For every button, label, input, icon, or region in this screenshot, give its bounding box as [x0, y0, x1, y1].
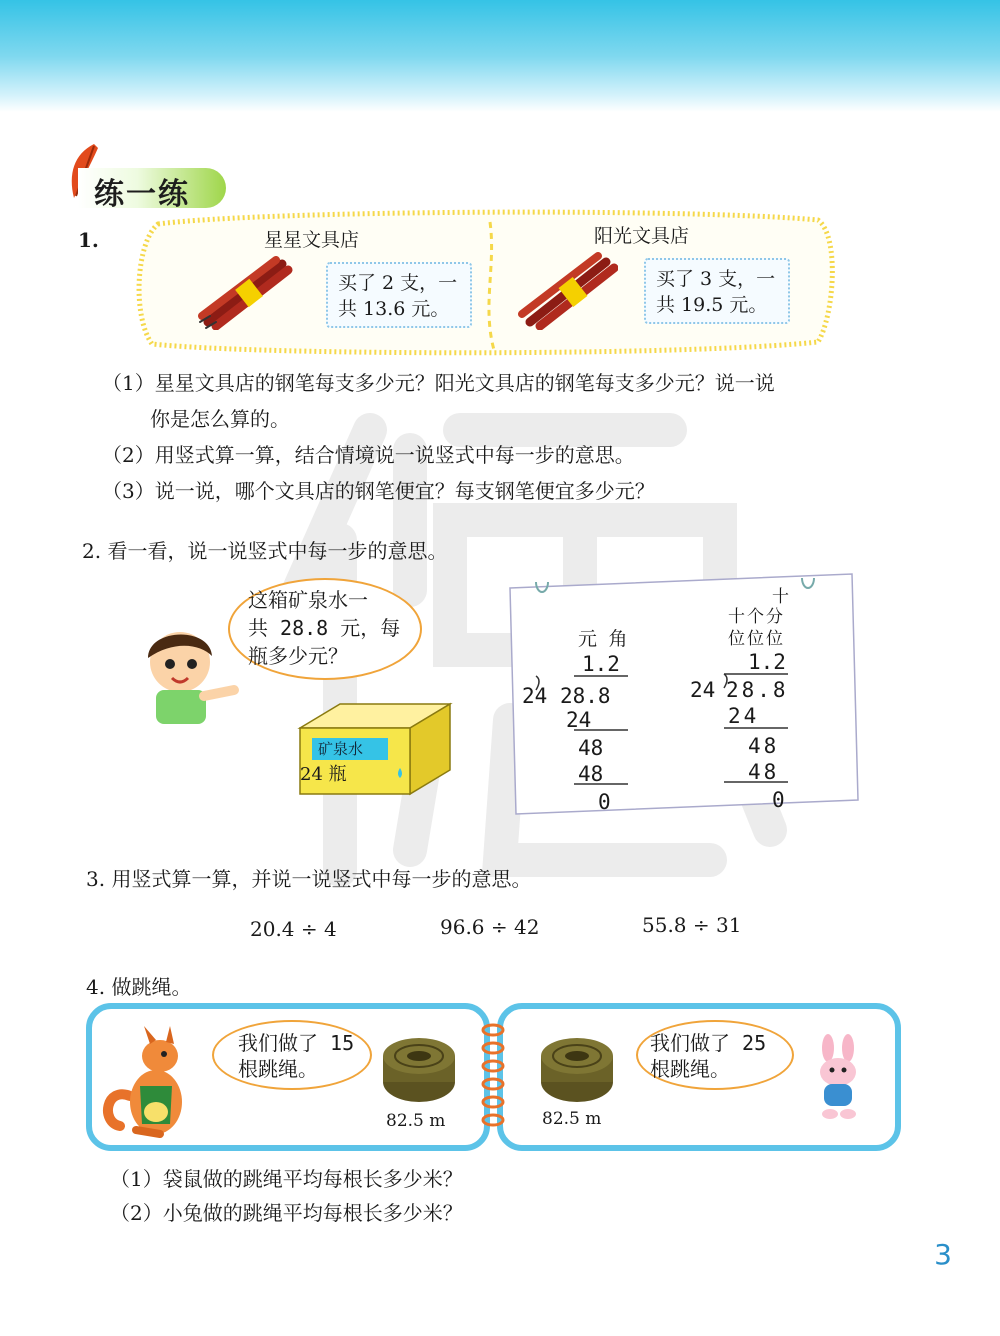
- top-banner: [0, 0, 1000, 112]
- pens-icon: [518, 252, 618, 330]
- rabbit-bubble-line1: 我们做了 25: [650, 1031, 767, 1055]
- right-calc-step1: 24: [728, 704, 760, 728]
- page-number: 3: [934, 1238, 952, 1271]
- section-title: 练一练: [94, 177, 190, 212]
- left-calc-remainder: 0: [598, 790, 611, 814]
- rope-coil-icon: [538, 1034, 616, 1106]
- right-calc-remainder: 0: [772, 788, 785, 812]
- left-calc-dividend: 28.8: [560, 684, 611, 708]
- q2-bubble-line1: 这箱矿泉水一: [248, 588, 368, 612]
- right-calc-quotient: 1.2: [748, 650, 786, 674]
- rope-coil-icon: [380, 1034, 458, 1106]
- q1-number: 1.: [78, 228, 99, 252]
- store-b-note-line1: 买了 3 支，一: [656, 268, 776, 290]
- right-calc-header-top: 十: [772, 587, 789, 607]
- right-calc-step2: 48: [748, 734, 780, 758]
- water-box-count: 24 瓶: [300, 764, 347, 785]
- q1-sub1-line1: （1）星星文具店的钢笔每支多少元？阳光文具店的钢笔每支多少元？说一说: [102, 371, 775, 395]
- rabbit-rope-length: 82.5 m: [542, 1109, 602, 1129]
- pens-icon: [196, 256, 296, 330]
- store-a-note-line1: 买了 2 支，一: [338, 272, 458, 294]
- store-b-note-line2: 共 19.5 元。: [656, 294, 768, 316]
- left-calc-step2: 48: [578, 736, 604, 760]
- rabbit-icon: [808, 1034, 870, 1120]
- rabbit-bubble-line2: 根跳绳。: [650, 1057, 730, 1081]
- water-box-label: 矿泉水: [318, 740, 364, 758]
- left-calc-header: 元 角: [578, 628, 628, 650]
- q4-sub1: （1）袋鼠做的跳绳平均每根长多少米？: [110, 1167, 463, 1191]
- right-calc-step3: 48: [748, 760, 780, 784]
- calc-paper: [502, 570, 862, 818]
- q4-notebook-frame: [86, 1002, 904, 1152]
- kangaroo-bubble-line2: 根跳绳。: [238, 1057, 318, 1081]
- q3-expr2: 96.6 ÷ 42: [440, 915, 540, 939]
- left-calc-quotient: 1.2: [582, 652, 620, 676]
- q1-sub1-line2: 你是怎么算的。: [150, 407, 290, 431]
- left-calc-divisor: 24: [522, 684, 548, 708]
- kangaroo-rope-length: 82.5 m: [386, 1111, 446, 1131]
- kangaroo-icon: [100, 1026, 204, 1140]
- q2-bubble-line2: 共 28.8 元，每: [248, 616, 401, 640]
- store-a-name: 星星文具店: [264, 229, 360, 251]
- q1-sub2: （2）用竖式算一算，结合情境说一说竖式中每一步的意思。: [102, 443, 635, 467]
- boy-icon: [134, 624, 244, 734]
- left-calc-step3: 48: [578, 762, 604, 786]
- store-a-note: [326, 262, 472, 328]
- q4-prompt: 4. 做跳绳。: [86, 975, 192, 999]
- q4-sub2: （2）小兔做的跳绳平均每根长多少米？: [110, 1201, 463, 1225]
- kangaroo-bubble-line1: 我们做了 15: [238, 1031, 355, 1055]
- store-b-note: [644, 258, 790, 324]
- right-calc-dividend: 28.8: [726, 678, 789, 702]
- right-calc-header-mid: 十个分: [728, 607, 785, 627]
- right-calc-header-bot: 位位位: [728, 629, 785, 649]
- q3-prompt: 3. 用竖式算一算，并说一说竖式中每一步的意思。: [86, 867, 532, 891]
- store-b-name: 阳光文具店: [594, 225, 690, 247]
- q3-expr1: 20.4 ÷ 4: [250, 917, 337, 941]
- q3-expr3: 55.8 ÷ 31: [642, 913, 742, 937]
- right-calc-divisor: 24: [690, 678, 716, 702]
- left-calc-step1: 24: [566, 708, 592, 732]
- q2-bubble-line3: 瓶多少元？: [248, 644, 348, 668]
- store-a-note-line2: 共 13.6 元。: [338, 298, 450, 320]
- q1-sub3: （3）说一说，哪个文具店的钢笔便宜？每支钢笔便宜多少元？: [102, 479, 655, 503]
- q2-prompt: 2. 看一看，说一说竖式中每一步的意思。: [82, 539, 448, 563]
